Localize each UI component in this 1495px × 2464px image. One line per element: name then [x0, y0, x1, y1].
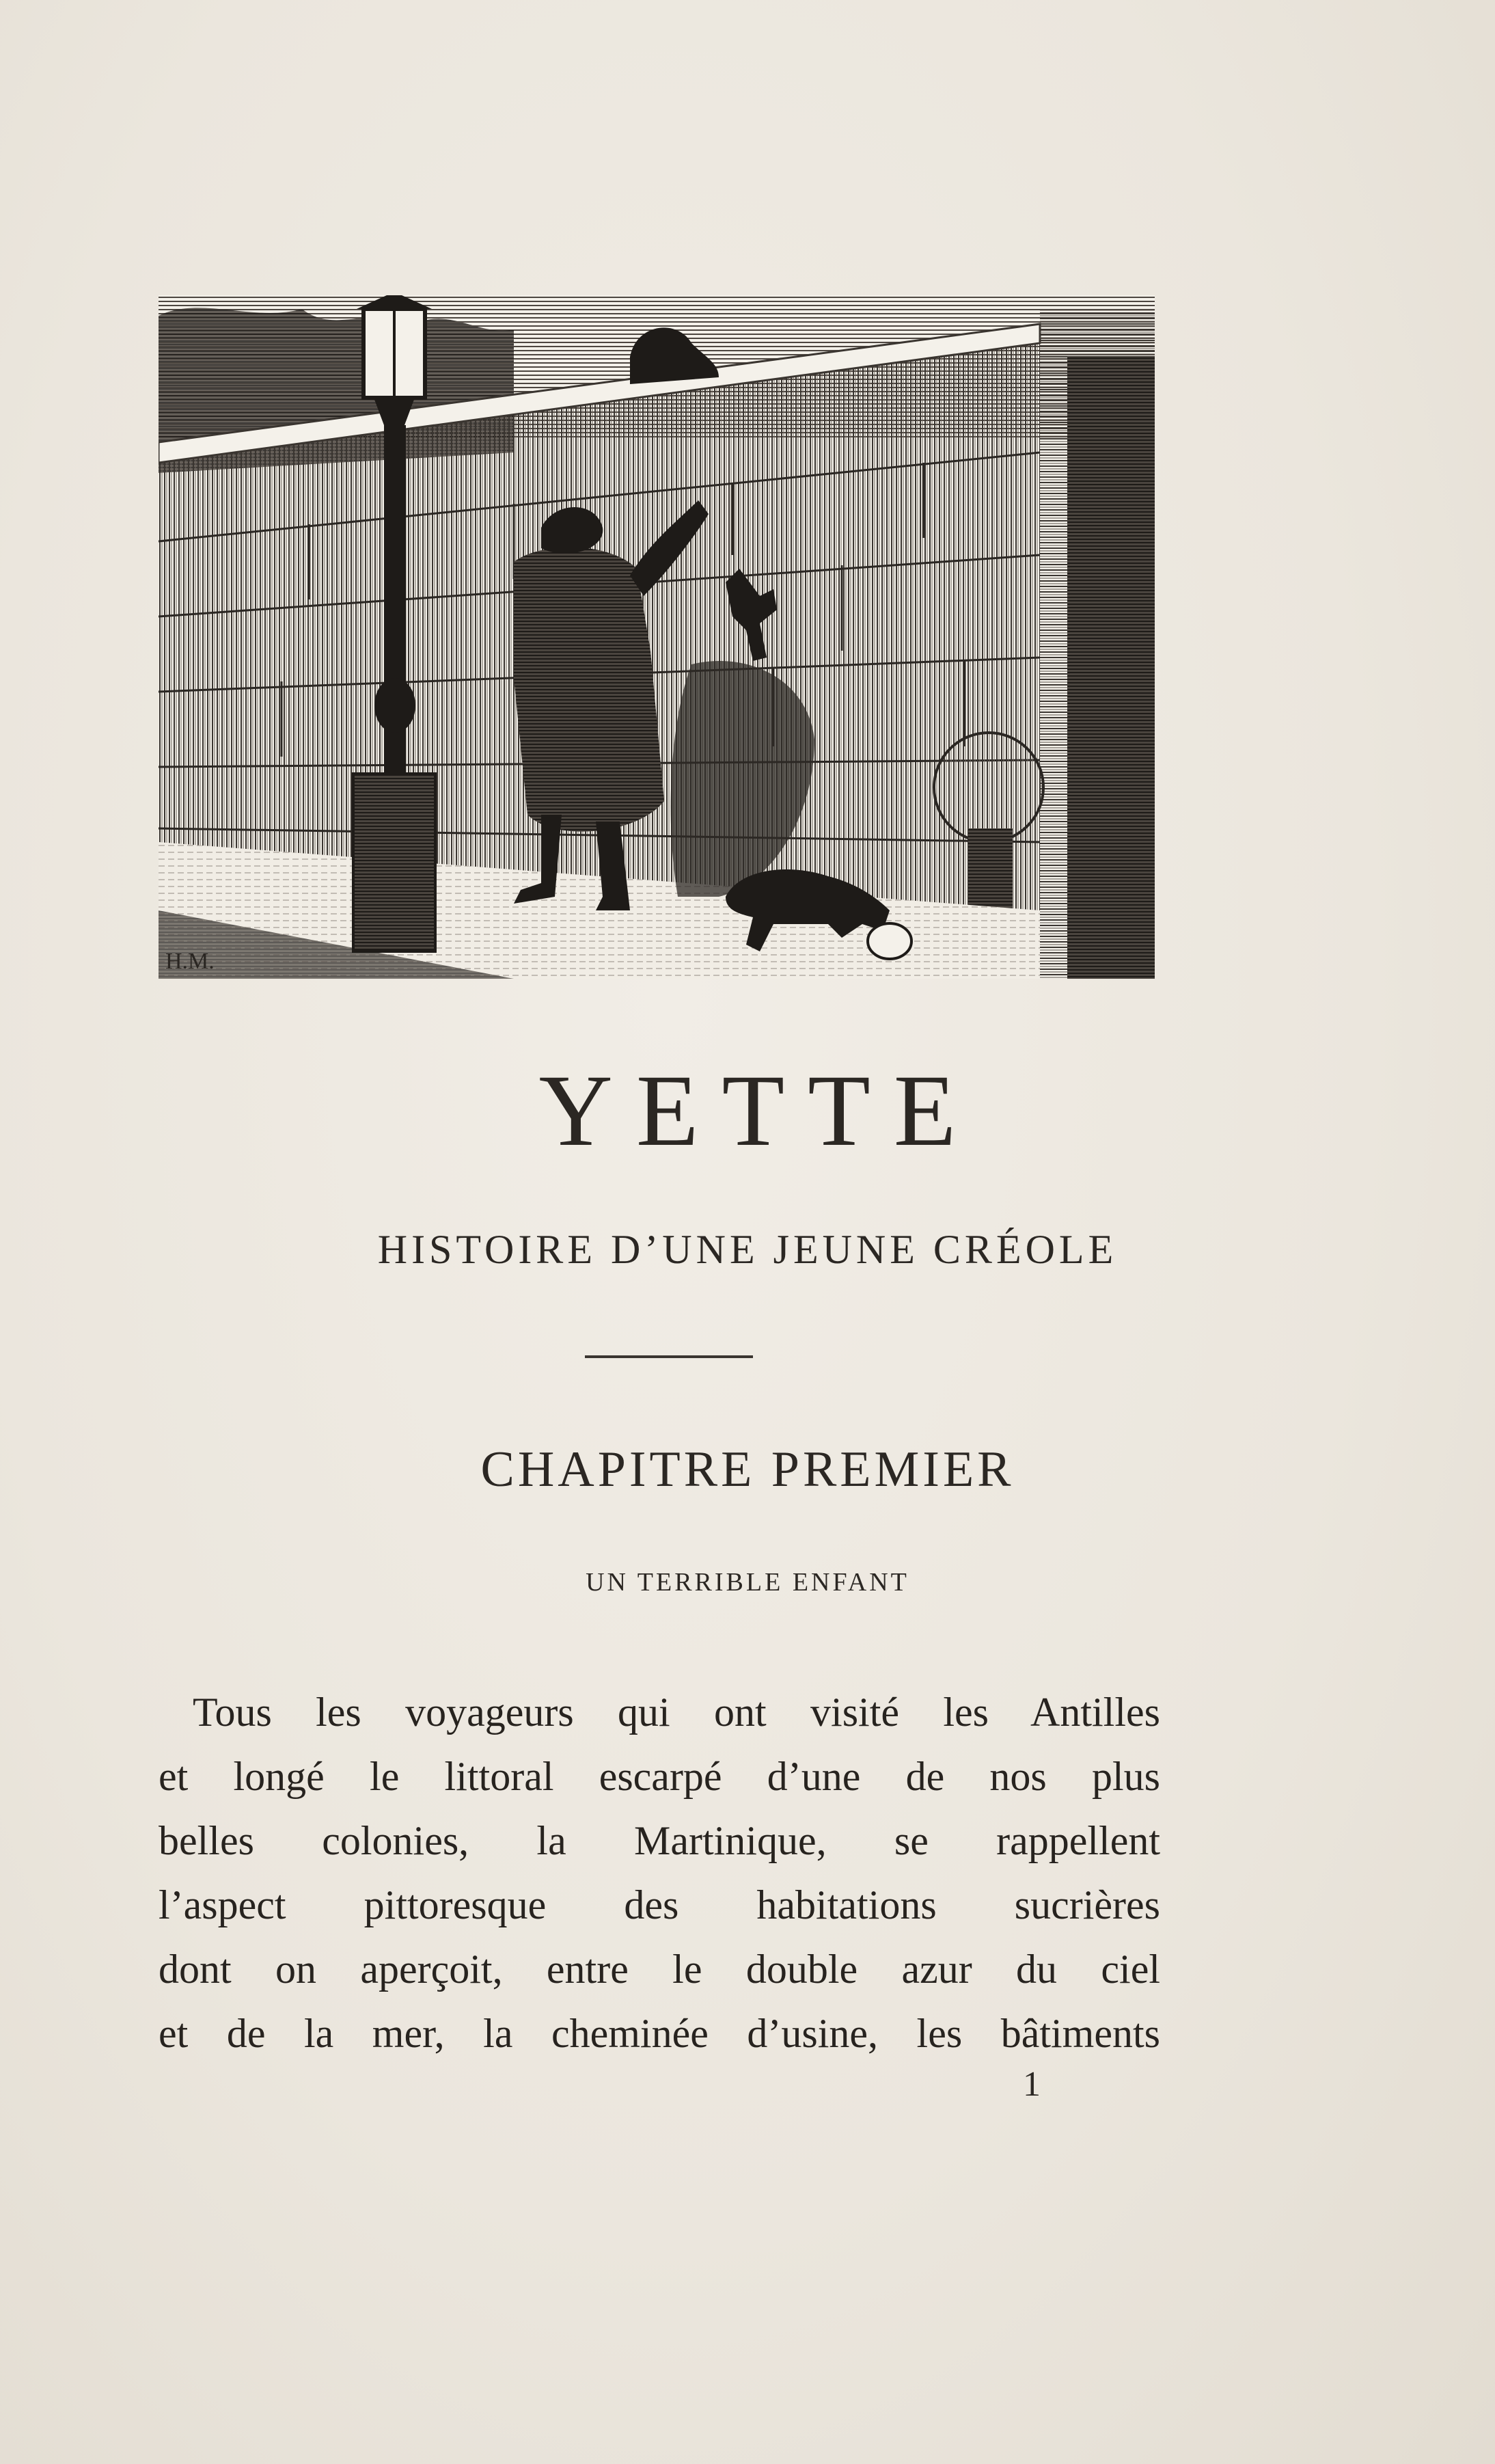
body-line: et de la mer, la cheminée d’usine, les bâtiments: [159, 2011, 1160, 2056]
doorway-shadow: [1067, 357, 1155, 979]
engraving-svg: [159, 295, 1155, 979]
body-line: l’aspect pittoresque des habitations sucrières: [159, 1882, 1160, 1927]
book-subtitle: HISTOIRE D’UNE JEUNE CRÉOLE: [377, 1227, 1118, 1272]
body-line: dont on aperçoit, entre le double azur du ciel: [159, 1947, 1160, 1992]
chapter-heading: CHAPITRE PREMIER: [480, 1441, 1015, 1498]
page-number: 1: [1023, 2065, 1041, 2104]
body-line: et longé le littoral escarpé d’une de nos plus: [159, 1754, 1160, 1799]
body-line: Tous les voyageurs qui ont visité les Antilles: [193, 1690, 1160, 1735]
title-divider: [585, 1355, 753, 1358]
engraver-mark: H.M.: [165, 949, 215, 974]
dog-ball: [868, 923, 911, 959]
engraving-illustration: [159, 295, 1155, 979]
body-line: belles colonies, la Martinique, se rappellent: [159, 1818, 1160, 1863]
stone-bollard: [934, 733, 1043, 842]
book-title: YETTE: [538, 1054, 980, 1167]
body-paragraph: [159, 1680, 1160, 2066]
chapter-subheading: UN TERRIBLE ENFANT: [586, 1568, 909, 1597]
